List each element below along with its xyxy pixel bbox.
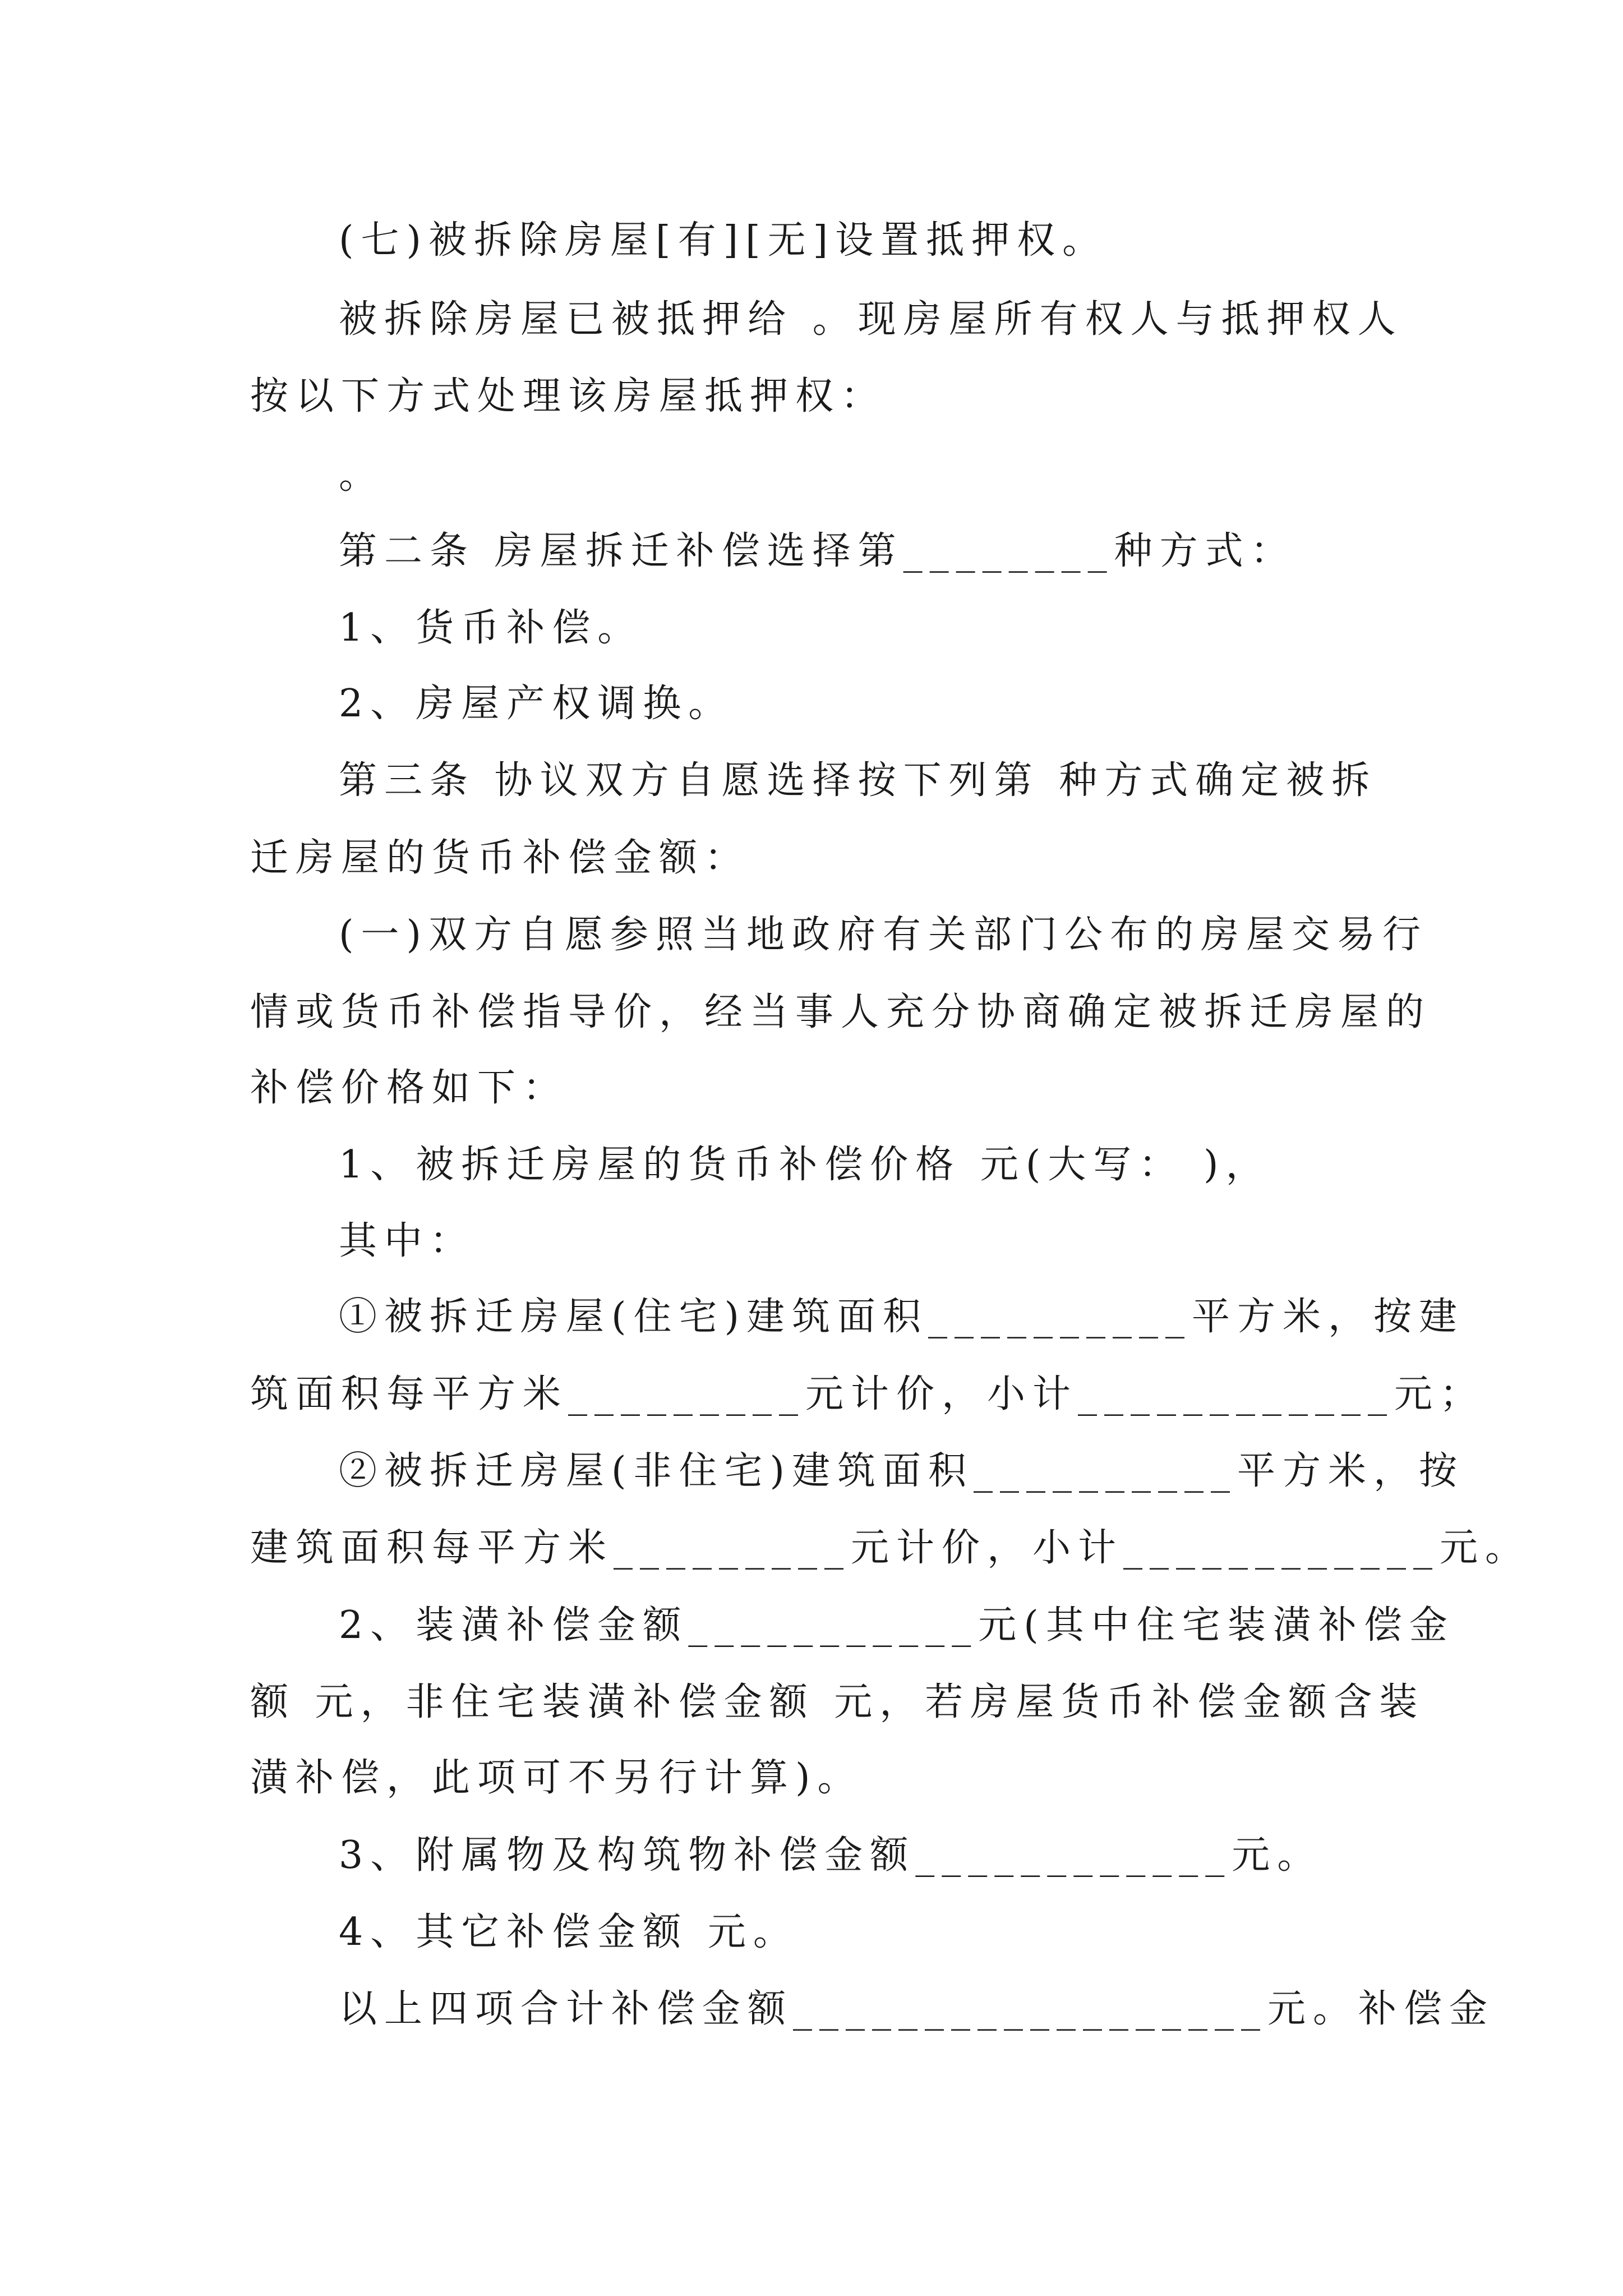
text-line: 1、被拆迁房屋的货币补偿价格 元(大写： )， bbox=[339, 1143, 1271, 1187]
text-line: 1、货币补偿。 bbox=[339, 606, 643, 650]
text-line: ①被拆迁房屋(住宅)建筑面积__________平方米，按建 bbox=[339, 1295, 1465, 1339]
text-line: 潢补偿，此项可不另行计算)。 bbox=[250, 1756, 863, 1800]
text-line: 。 bbox=[339, 453, 385, 498]
text-line: 筑面积每平方米_________元计价，小计____________元； bbox=[250, 1372, 1486, 1416]
text-line: 以上四项合计补偿金额__________________元。补偿金 bbox=[339, 1987, 1495, 2031]
text-line: 被拆除房屋已被抵押给 。现房屋所有权人与抵押权人 bbox=[339, 297, 1403, 342]
text-line: 2、装潢补偿金额___________元(其中住宅装潢补偿金 bbox=[339, 1603, 1455, 1648]
text-line: 2、房屋产权调换。 bbox=[339, 682, 734, 726]
text-line: (一)双方自愿参照当地政府有关部门公布的房屋交易行 bbox=[339, 913, 1428, 957]
text-line: 其中： bbox=[339, 1219, 476, 1263]
text-line: 迁房屋的货币补偿金额： bbox=[250, 836, 750, 880]
text-line: ②被拆迁房屋(非住宅)建筑面积__________平方米，按 bbox=[339, 1449, 1465, 1493]
text-line: 建筑面积每平方米_________元计价，小计____________元。 bbox=[250, 1526, 1531, 1570]
text-line: 按以下方式处理该房屋抵押权： bbox=[250, 374, 887, 418]
text-line: (七)被拆除房屋[有][无]设置抵押权。 bbox=[339, 218, 1108, 263]
text-line: 第二条 房屋拆迁补偿选择第________种方式： bbox=[339, 529, 1296, 573]
text-line: 补偿价格如下： bbox=[250, 1066, 569, 1110]
text-line: 3、附属物及构筑物补偿金额____________元。 bbox=[339, 1833, 1323, 1878]
text-line: 4、其它补偿金额 元。 bbox=[339, 1910, 799, 1954]
text-line: 额 元，非住宅装潢补偿金额 元，若房屋货币补偿金额含装 bbox=[250, 1680, 1425, 1724]
text-line: 情或货币补偿指导价，经当事人充分协商确定被拆迁房屋的 bbox=[250, 990, 1432, 1034]
text-line: 第三条 协议双方自愿选择按下列第 种方式确定被拆 bbox=[339, 758, 1377, 803]
